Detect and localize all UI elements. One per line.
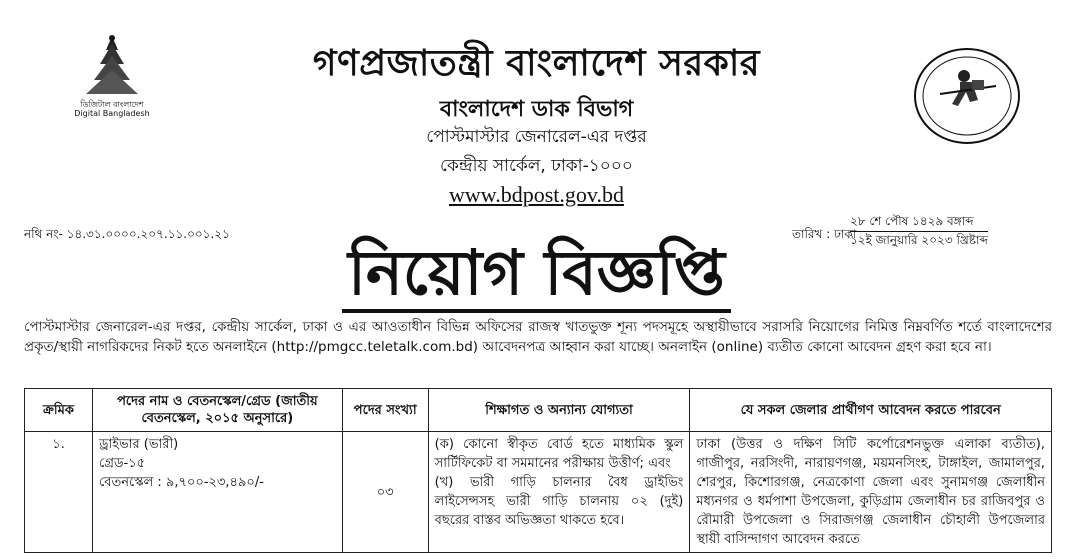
header-qualification: শিক্ষাগত ও অন্যান্য যোগ্যতা [428,389,690,432]
office-title: পোস্টমাস্টার জেনারেল-এর দপ্তর [426,127,647,147]
row-post-count: ০৩ [342,432,428,553]
header-districts: যে সকল জেলার প্রার্থীগণ আবেদন করতে পারবেন [690,389,1052,432]
row-qualification [428,432,690,553]
memo-number: নথি নং- ১৪.৩১.০০০০.২০৭.১১.০০১.২১ [24,227,230,241]
notice-title-text: নিয়োগ বিজ্ঞপ্তি [342,236,731,313]
table-header-row [25,389,1052,432]
row-post-details [92,432,342,553]
date-english: ১২ই জানুয়ারি ২০২৩ খ্রিষ্টাব্দ [850,233,988,247]
row-districts: ঢাকা (উত্তর ও দক্ষিণ সিটি কর্পোরেশনভুক্ত এলাকা ব্যতীত), গাজীপুর, নরসিংদী, নারায়ণগঞ্জ, ময়মনসিংহ, টাঙ্গাইল, জামালপুর, শেরপুর, কিশোরগঞ্জ, নেত্রকোণা জেলা এবং সুনামগঞ্জ জেলাধীন মধ্যনগর ও ধর্মপাশা উপজেলা, কুড়িগ্রাম জেলাধীন চর রাজিবপুর ও রৌমারী উপজেলা ও সিরাজগঞ্জ জেলাধীন চৌহালী উপজেলার স্থায়ী বাসিন্দাগণ আবেদন করতে [690,432,1052,553]
logo-caption-en: Digital Bangladesh [74,109,150,118]
table-row [25,432,1052,553]
header-serial: ক্রমিক [25,389,93,432]
date-label: তারিখ : ঢাকা [792,227,857,241]
notice-title [0,226,1073,329]
header-post-name: পদের নাম ও বেতনস্কেল/গ্রেড (জাতীয় বেতনস্কেল, ২০১৫ অনুসারে) [92,389,342,432]
post-grade: গ্রেড-১৫ [98,456,146,471]
logo-caption-bn: ডিজিটাল বাংলাদেশ [80,100,144,109]
post-name: ড্রাইভার (ভারী) [98,437,179,452]
website-link[interactable]: www.bdpost.gov.bd [449,182,624,207]
qualification-a: (ক) কোনো স্বীকৃত বোর্ড হতে মাধ্যমিক স্কুল সার্টিফিকেট বা সমমানের পরীক্ষায় উত্তীর্ণ; এবং [434,437,684,471]
row-serial: ১. [25,432,93,553]
circle-address: কেন্দ্রীয় সার্কেল, ঢাকা-১০০০ [440,156,633,176]
government-title: গণপ্রজাতন্ত্রী বাংলাদেশ সরকার [312,43,761,84]
qualification-b: (খ) ভারী গাড়ি চালনার বৈধ ড্রাইভিং লাইসেন্সসহ ভারী গাড়ি চালনায় ০২ (দুই) বছরের বাস্তব অভিজ্ঞতা থাকতে হবে। [434,475,684,528]
intro-paragraph: পোস্টমাস্টার জেনারেল-এর দপ্তর, কেন্দ্রীয় সার্কেল, ঢাকা ও এর আওতাধীন বিভিন্ন অফিসের রাজস্ব খাতভুক্ত শূন্য পদসমূহে অস্থায়ীভাবে সরাসরি নিয়োগের নিমিত্ত নিম্নবর্ণিত শর্তে বাংলাদেশের প্রকৃত/স্থায়ী নাগরিকদের নিকট হতে অনলাইনে (http://pmgcc.teletalk.com.bd) আবেদনপত্র আহ্বান করা যাচ্ছে। অনলাইন (online) ব্যতীত কোনো আবেদন গ্রহণ করা হবে না। [24,319,1052,355]
department-title: বাংলাদেশ ডাক বিভাগ [439,97,634,122]
header-post-count: পদের সংখ্যা [342,389,428,432]
date-bangla: ২৮ শে পৌষ ১৪২৯ বঙ্গাব্দ [850,213,988,232]
post-pay-scale: বেতনস্কেল : ৯,৭০০-২৩,৪৯০/- [98,475,264,490]
vacancy-table [24,388,1052,553]
